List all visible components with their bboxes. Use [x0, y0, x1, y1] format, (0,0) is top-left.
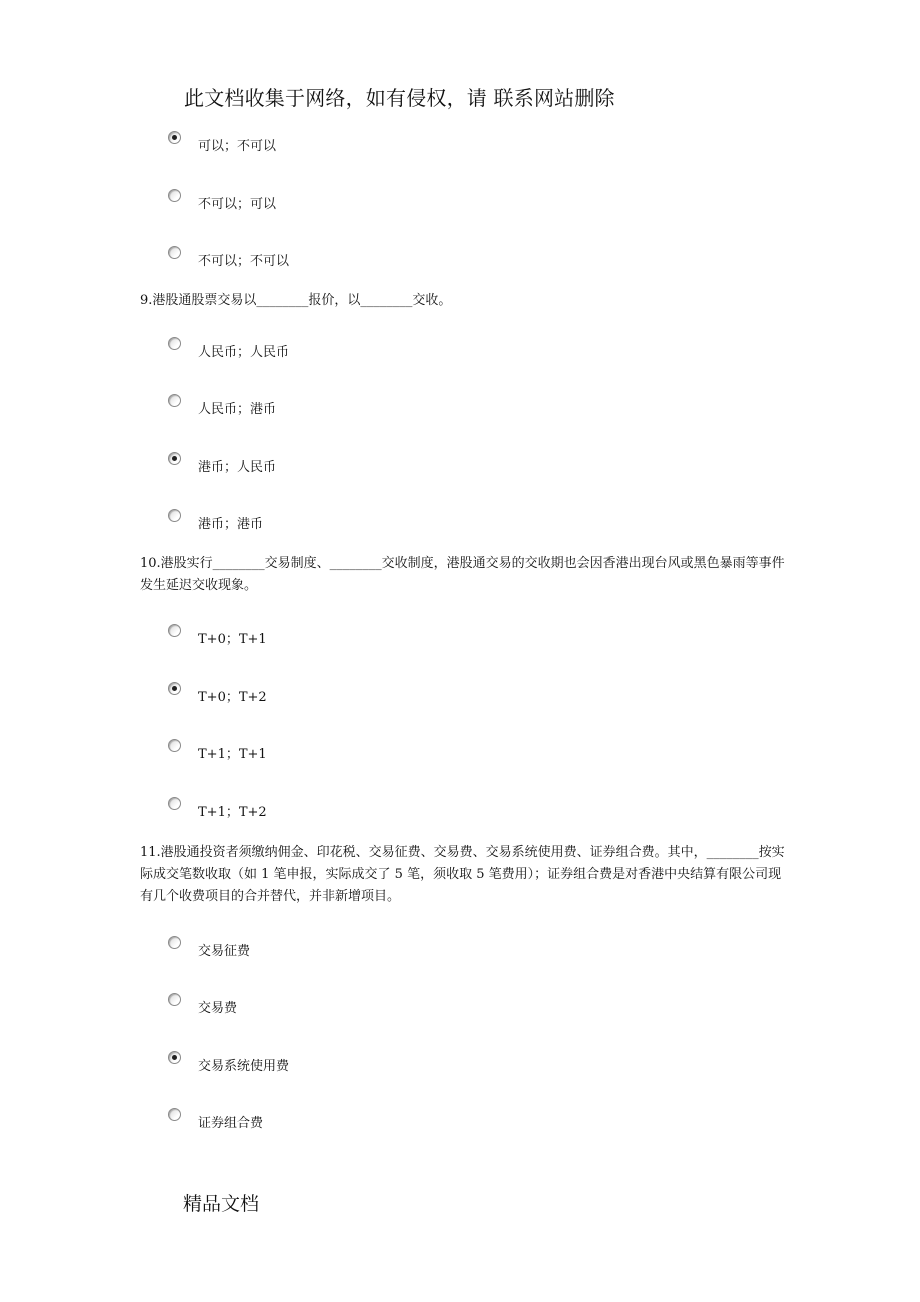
q10-option-4-label: T+1；T+2 — [198, 805, 267, 820]
radio-icon[interactable] — [168, 509, 181, 522]
q11-option-1[interactable] — [168, 936, 728, 966]
question-10-text: 10.港股实行________交易制度、________交收制度，港股通交易的交收期也会因香港出现台风或黑色暴雨等事件发生延迟交收现象。 — [140, 556, 785, 593]
q8-option-2-label: 不可以；可以 — [198, 197, 277, 212]
q9-option-2[interactable] — [168, 394, 728, 424]
radio-icon[interactable] — [168, 1108, 181, 1121]
radio-icon[interactable] — [168, 189, 181, 202]
q10-option-1[interactable] — [168, 624, 728, 654]
q10-option-3[interactable] — [168, 739, 728, 769]
q9-option-3-label: 港币；人民币 — [198, 460, 277, 475]
radio-icon[interactable] — [168, 993, 181, 1006]
q11-option-2-label: 交易费 — [198, 1001, 238, 1016]
q8-option-1[interactable] — [168, 131, 728, 161]
radio-icon[interactable] — [168, 337, 181, 350]
q11-option-2[interactable] — [168, 993, 728, 1023]
radio-icon[interactable] — [168, 246, 181, 259]
radio-icon[interactable] — [168, 739, 181, 752]
radio-icon[interactable] — [168, 1051, 181, 1064]
q8-option-3[interactable] — [168, 246, 728, 276]
q9-option-4[interactable] — [168, 509, 728, 539]
radio-icon[interactable] — [168, 797, 181, 810]
radio-icon[interactable] — [168, 131, 181, 144]
q9-option-4-label: 港币；港币 — [198, 517, 264, 532]
q9-option-3[interactable] — [168, 452, 728, 482]
radio-icon[interactable] — [168, 936, 181, 949]
question-9-text: 9.港股通股票交易以________报价，以________交收。 — [140, 293, 452, 308]
q9-option-2-label: 人民币；港币 — [198, 402, 277, 417]
page-header-notice: 此文档收集于网络，如有侵权，请 联系网站删除 — [184, 86, 615, 110]
q10-option-1-label: T+0；T+1 — [198, 632, 267, 647]
q8-option-1-label: 可以；不可以 — [198, 139, 277, 154]
q10-option-2[interactable] — [168, 682, 728, 712]
q8-option-2[interactable] — [168, 189, 728, 219]
question-11-text: 11.港股通投资者须缴纳佣金、印花税、交易征费、交易费、交易系统使用费、证券组合费。其中，________按实际成交笔数收取（如 1 笔申报，实际成交了 5 笔，须收取 5 笔费用）；证券组合费是对香港中央结算有限公司现有几个收费项目的合并替代，并非新增项目。 — [140, 845, 785, 904]
q11-option-1-label: 交易征费 — [198, 944, 251, 959]
q9-option-1[interactable] — [168, 337, 728, 367]
page-footer: 精品文档 — [183, 1193, 260, 1215]
q10-option-3-label: T+1；T+1 — [198, 747, 267, 762]
radio-icon[interactable] — [168, 682, 181, 695]
radio-icon[interactable] — [168, 452, 181, 465]
q11-option-4-label: 证券组合费 — [198, 1116, 264, 1131]
q9-option-1-label: 人民币；人民币 — [198, 345, 290, 360]
q11-option-4[interactable] — [168, 1108, 728, 1138]
q10-option-4[interactable] — [168, 797, 728, 827]
q11-option-3[interactable] — [168, 1051, 728, 1081]
q8-option-3-label: 不可以；不可以 — [198, 254, 290, 269]
radio-icon[interactable] — [168, 624, 181, 637]
q11-option-3-label: 交易系统使用费 — [198, 1059, 290, 1074]
q10-option-2-label: T+0；T+2 — [198, 690, 267, 705]
radio-icon[interactable] — [168, 394, 181, 407]
